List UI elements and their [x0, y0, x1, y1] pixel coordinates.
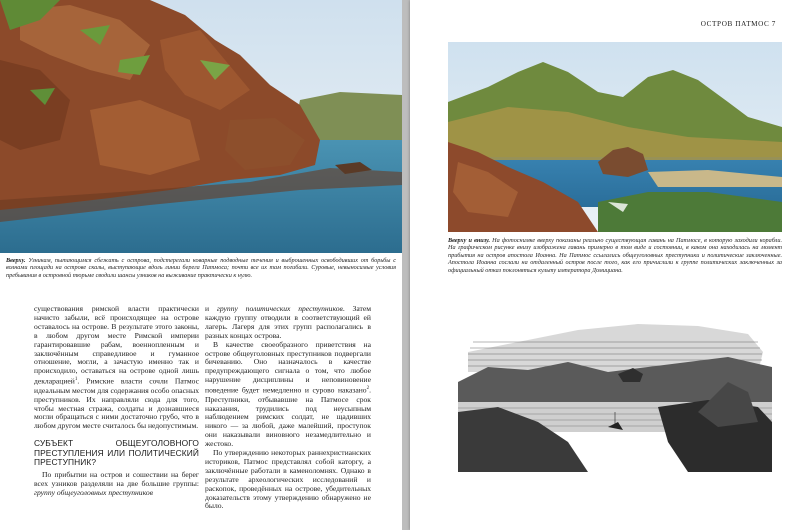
italic-text: группу политических преступников [216, 304, 343, 313]
spine-gutter [402, 0, 410, 530]
paragraph [34, 305, 199, 431]
paragraph [205, 305, 371, 341]
caption-text: На фотоснимке вверху показаны реально существующая гавань на Патмосе, в которую заходили корабли. На графическом рисунке внизу изображена гавань примерно в том виде и состоянии, в каком она находилась на момент прибытия на остров апостола Иоанна. На Патмос ссылались общеуголовных преступники и политические заключенные. Апостола Иоанна сослали на отдаленный остров после того, как его причислили к группе политических заключенных за официальный отказ поклоняться культу императора Домициана. [448, 237, 783, 274]
left-page [0, 0, 402, 530]
italic-text: группу общеуголовных преступников [34, 487, 153, 497]
page-number: 7 [771, 20, 776, 28]
text-run: По прибытии на остров и сошествии на берег всех узников разделяли на две большие группы: [34, 470, 199, 488]
footnote-marker: 2 [366, 386, 370, 392]
text-run: существования римской власти практически начисто забыли, всё происходящее на острове оставалось на острове. В результате этого законы, в любом другом месте Римской империи гарантировавшие рабам, военнопленным и заключённым справедливое и гуманное отношение, могли, а зачастую именно так и происходило, оставаться на острове одной лишь декларацией [34, 304, 199, 386]
text-run: и [205, 304, 210, 313]
text-run: . Преступники, отбывавшие на Патмосе срок наказания, трудились под неусыпным наблюдением римских солдат, не щадивших никого — за любой, даже малейший, проступок они наказывали виновного незамедлительно и жестоко. [205, 385, 371, 449]
caption-lead: Вверху. [6, 257, 26, 264]
right-page [410, 0, 810, 530]
harbor-photo [448, 42, 782, 232]
top-left-photo-caption [6, 257, 396, 279]
running-head [701, 20, 776, 28]
text-run: . Римские власти сочли Патмос идеальным местом для содержания особо опасных преступников. Их направляли сюда для того, чтобы местная стража, солдаты и дознавшиеся могли обращаться с ними достаточно грубо, что в любом другом месте считалось бы недопустимым. [34, 376, 199, 431]
paragraph [205, 341, 371, 449]
footnote-marker: 1 [74, 377, 78, 383]
caption-lead: Вверху и внизу. [448, 237, 490, 244]
caption-text: Узникам, пытающимся сбежать с острова, подстерегали коварные подводные течения и выброшенных освободивших от борьбы с волнами площади на острове скалы, выступающие вдоль линии берега Патмоса; почти все их там погибали. Суровые, невыносимые условия пребывания в островной тюрьме сводили шансы узников на выживание практически к нулю. [6, 257, 396, 279]
coastal-cliffs-photo [0, 0, 402, 253]
harbor-engraving [458, 312, 772, 472]
section-heading: СУБЪЕКТ ОБЩЕУГОЛОВНОГО ПРЕСТУПЛЕНИЯ ИЛИ ПОЛИТИЧЕСКИЙ ПРЕСТУПНИК? [34, 438, 199, 468]
running-head-title: ОСТРОВ ПАТМОС [700, 20, 770, 28]
text-run: . Затем каждую группу отводили в соответствующий ей лагерь. Лагеря для этих групп располагались в разных концах острова. [205, 304, 371, 340]
paragraph: По утверждению некоторых раннехристианских историков, Патмос представлял собой каторгу, а заключённые работали в каменоломнях. Однако в результате археологических исследований и раскопок, проведённых на острове, убедительных доказательств этому утверждению обнаружено не было. [205, 448, 371, 511]
text-column-2 [205, 305, 371, 511]
right-photo-caption [448, 237, 782, 274]
text-run: В качестве своеобразного приветствия на острове общеуголовных преступников подвергали бичеванию. Оно назначалось в качестве предупреждающего сигнала о том, что любое нарушение дисциплины и неповиновение поведение будет немедленно и сурово наказано [205, 339, 371, 395]
paragraph [34, 471, 199, 498]
text-column-1 [34, 305, 199, 498]
